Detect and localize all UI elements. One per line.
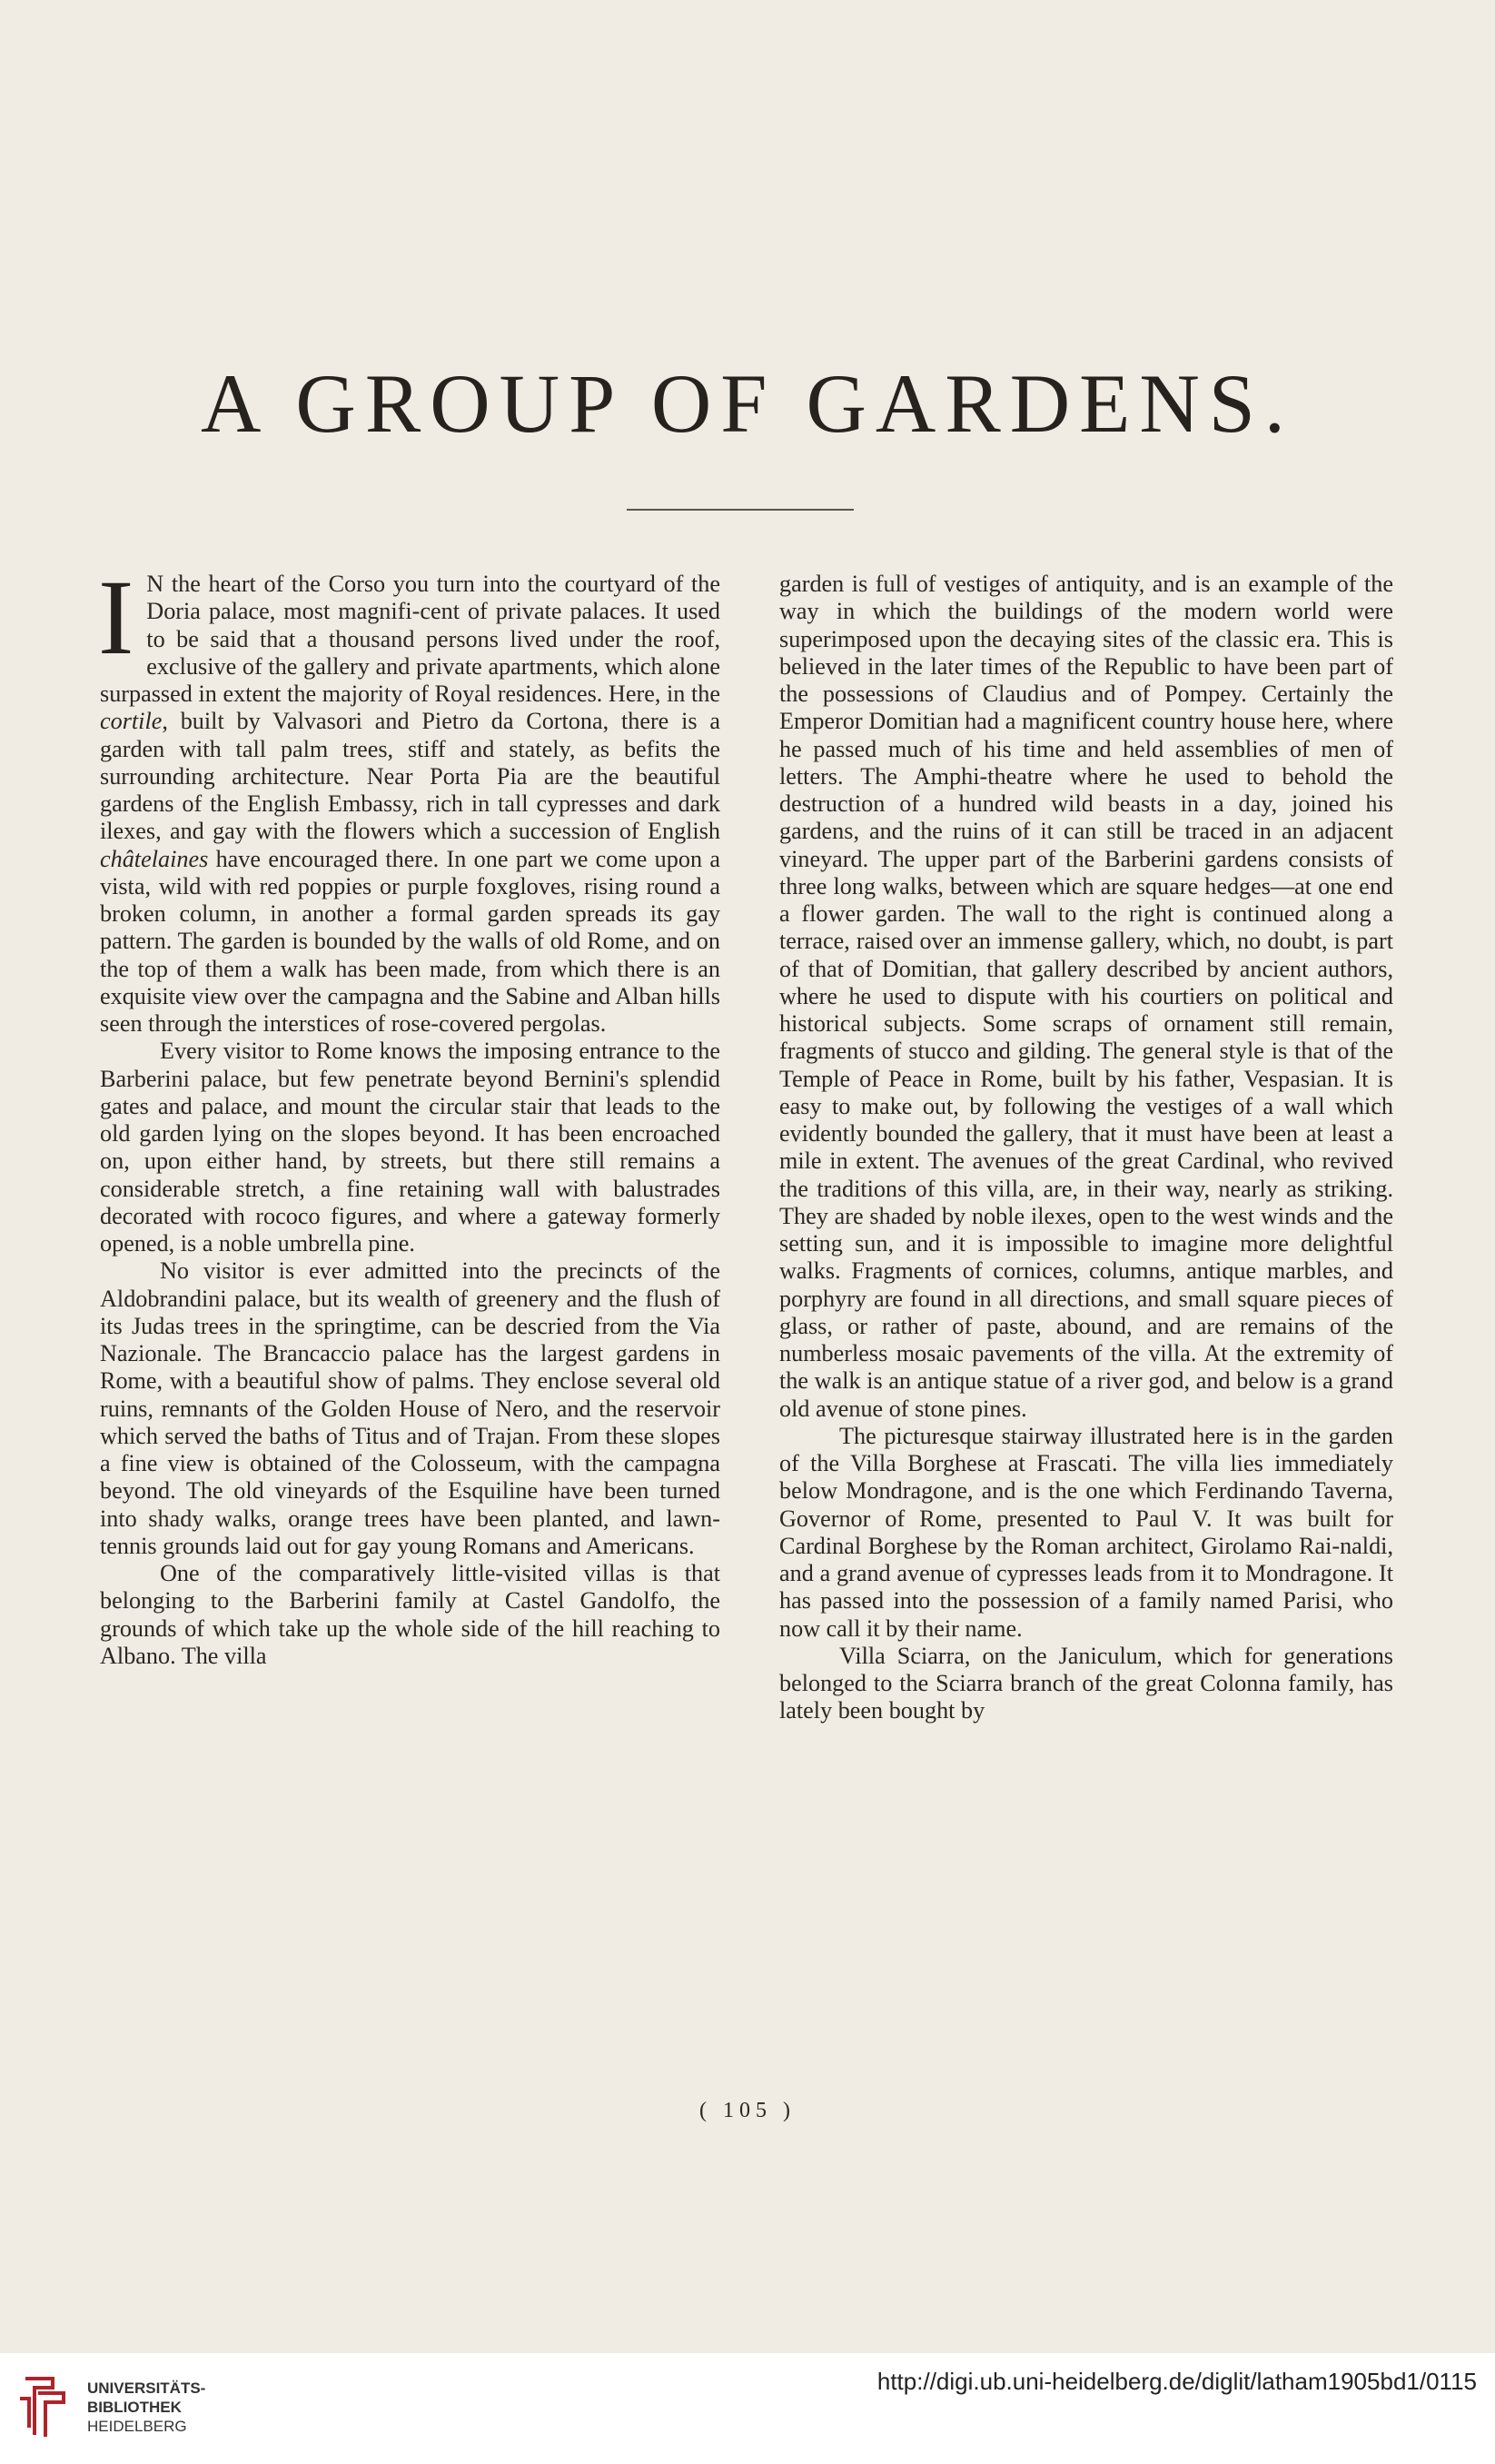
- drop-cap: I: [98, 558, 134, 677]
- right-column: [779, 571, 1393, 1725]
- footer-bar: [0, 2353, 1495, 2464]
- source-url-link[interactable]: http://digi.ub.uni-heidelberg.de/diglit/latham1905bd1/0115: [876, 2368, 1477, 2395]
- paragraph-2: Every visitor to Rome knows the imposing entrance to the Barberini palace, but few penetrate beyond Bernini's splendid gates and palace, and mount the circular stair that leads to the old garden lying on the slopes beyond. It has been encroached on, upon either hand, by streets, but there still remains a considerable stretch, a fine retaining wall with balustrades decorated with rococo figures, and where a gateway formerly opened, is a noble umbrella pine.: [100, 1038, 720, 1257]
- paragraph-5: garden is full of vestiges of antiquity, and is an example of the way in which the buildings of the modern world were superimposed upon the decaying sites of the classic era. This is believed in the later times of the Republic to have been part of the possessions of Claudius and of Pompey. Certainly the Emperor Domitian had a magnificent country house here, where he passed much of his time and held assemblies of men of letters. The Amphi-theatre where he used to behold the destruction of a hundred wild beasts in a day, joined his gardens, and the ruins of it can still be traced in an adjacent vineyard. The upper part of the Barberini gardens consists of three long walks, between which are square hedges—at one end a flower garden. The wall to the right is continued along a terrace, raised over an immense gallery, which, no doubt, is part of that of Domitian, that gallery described by ancient authors, where he used to dispute with his courtiers on political and historical subjects. Some scraps of ornament still remain, fragments of stucco and gilding. The general style is that of the Temple of Peace in Rome, built by his father, Vespasian. It is easy to make out, by following the vestiges of a wall which evidently bounded the gallery, that it must have been at least a mile in extent. The avenues of the great Cardinal, who revived the traditions of this villa, are, in their way, nearly as striking. They are shaded by noble ilexes, open to the west winds and the setting sun, and it is impossible to imagine more delightful walks. Fragments of cornices, columns, antique marbles, and porphyry are found in all directions, and small square pieces of glass, or rather of paste, abound, and are remains of the numberless mosaic pavements of the villa. At the extremity of the walk is an antique statue of a river god, and below is a grand old avenue of stone pines.: [779, 571, 1393, 1422]
- left-column: [98, 558, 720, 1670]
- library-name: UNIVERSITÄTS- BIBLIOTHEK HEIDELBERG: [87, 2380, 206, 2435]
- paragraph-7: Villa Sciarra, on the Janiculum, which for generations belonged to the Sciarra branch of the great Colonna family, has lately been bought by: [779, 1642, 1393, 1724]
- paragraph-4: One of the comparatively little-visited villas is that belonging to the Barberini family at Castel Gandolfo, the grounds of which take up the whole side of the hill reaching to Albano. The villa: [100, 1560, 720, 1669]
- page-number: ( 105 ): [699, 2099, 796, 2122]
- paragraph-3: No visitor is ever admitted into the precincts of the Aldobrandini palace, but its wealth of greenery and the flush of its Judas trees in the springtime, can be descried from the Via Nazionale. The Brancaccio palace has the largest gardens in Rome, with a beautiful show of palms. They enclose several old ruins, remnants of the Golden House of Nero, and the reservoir which served the baths of Titus and of Trajan. From these slopes a fine view is obtained of the Colosseum, with the campagna beyond. The old vineyards of the Esquiline have been turned into shady walks, orange trees have been planted, and lawn-tennis grounds laid out for gay young Romans and Americans.: [100, 1257, 720, 1559]
- paragraph-1: I N the heart of the Corso you turn into the courtyard of the Doria palace, most magnifi-cent of private palaces. It used to be said that a thousand persons lived under the roof, exclusive of the gallery and private apartments, which alone surpassed in extent the majority of Royal residences. Here, in the cortile, built by Valvasori and Pietro da Cortona, there is a garden with tall palm trees, stiff and stately, as befits the surrounding architecture. Near Porta Pia are the beautiful gardens of the English Embassy, rich in tall cypresses and dark ilexes, and gay with the flowers which a succession of English châtelaines have encouraged there. In one part we come upon a vista, wild with red poppies or purple foxgloves, rising round a broken column, in another a formal garden spreads its gay pattern. The garden is bounded by the walls of old Rome, and on the top of them a walk has been made, from which there is an exquisite view over the campagna and the Sabine and Alban hills seen through the interstices of rose-covered pergolas.: [98, 558, 720, 1037]
- article-title: A GROUP OF GARDENS.: [201, 357, 1294, 450]
- paragraph-6: The picturesque stairway illustrated here is in the garden of the Villa Borghese at Frascati. The villa lies immediately below Mondragone, and is the one which Ferdinando Taverna, Governor of Rome, presented to Paul V. It was built for Cardinal Borghese by the Roman architect, Girolamo Rai-naldi, and a grand avenue of cypresses leads from it to Mondragone. It has passed into the possession of a family named Parisi, who now call it by their name.: [779, 1422, 1393, 1642]
- title-rule: [627, 509, 854, 511]
- library-logo-icon: [16, 2371, 73, 2444]
